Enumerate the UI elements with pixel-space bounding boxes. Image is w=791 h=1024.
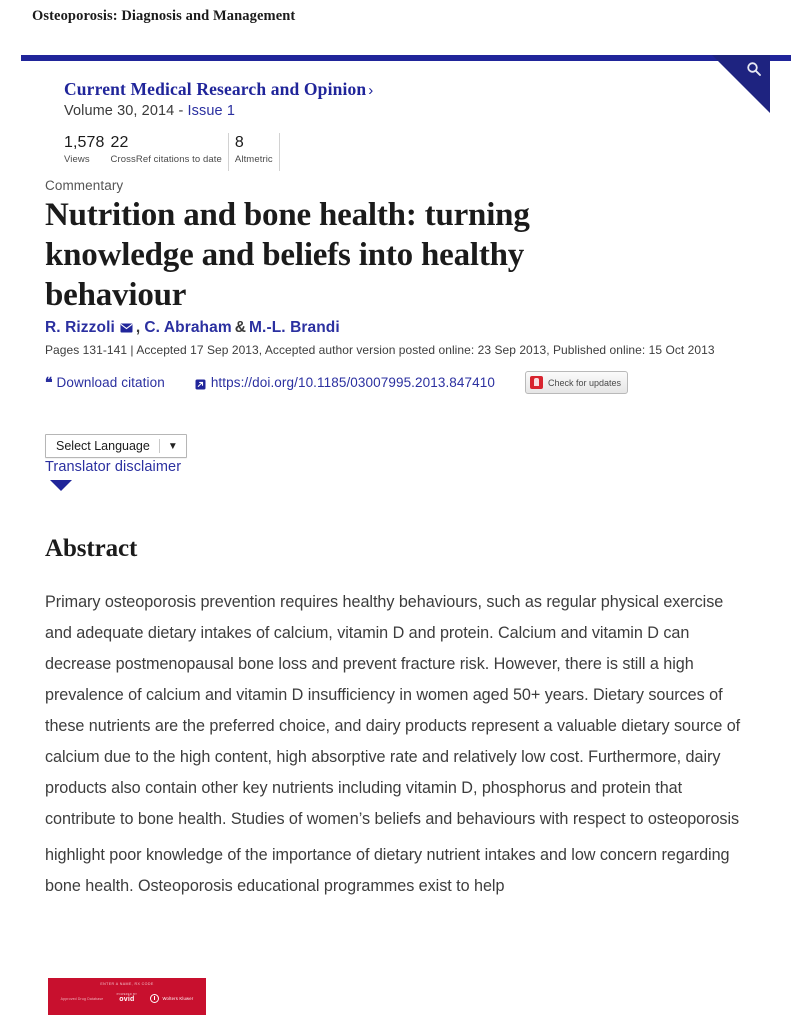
select-language-dropdown[interactable]: [45, 434, 187, 458]
check-for-updates-label: Check for updates: [547, 377, 622, 388]
download-citation-button[interactable]: [45, 374, 165, 391]
wolters-kluwer-logo-icon: [150, 994, 159, 1003]
metric-views[interactable]: [64, 133, 111, 171]
issue-link[interactable]: Issue 1: [187, 103, 235, 119]
expand-caret-down-icon[interactable]: [50, 480, 72, 491]
metric-altmetric[interactable]: [229, 133, 280, 171]
ad-right-text: Wolters Kluwer: [162, 996, 194, 1001]
author-name[interactable]: M.-L. Brandi: [249, 319, 340, 336]
author-separator: ,: [135, 319, 141, 336]
metric-value: 8: [234, 134, 244, 151]
volume-issue-line: [64, 103, 751, 119]
volume-text: Volume 30, 2014 -: [64, 103, 188, 119]
translator-disclaimer-link[interactable]: Translator disclaimer: [45, 459, 182, 475]
article-page: [0, 63, 791, 902]
check-for-updates-button[interactable]: [525, 371, 628, 394]
article-actions: [45, 371, 751, 394]
translate-widget: [45, 434, 751, 491]
ad-content-row: [48, 993, 206, 1004]
ad-logo-text: ovid: [119, 996, 135, 1003]
author-name[interactable]: C. Abraham: [144, 319, 232, 336]
advertisement-banner[interactable]: [48, 978, 206, 1015]
metric-label: CrossRef citations to date: [110, 154, 222, 165]
article-metrics: [64, 133, 751, 171]
crossmark-icon: [530, 376, 543, 389]
brand-rule: [21, 55, 791, 61]
author-conjunction: &: [234, 319, 247, 336]
metric-value: 1,578: [64, 134, 105, 151]
doi-link[interactable]: [195, 375, 495, 390]
external-link-icon: [195, 378, 206, 389]
ad-left-text: Approved Drug Database: [60, 996, 104, 1001]
metric-label: Altmetric: [234, 154, 273, 165]
metric-label: Views: [64, 154, 90, 165]
ad-logo-ovid: [117, 993, 138, 1004]
abstract-paragraph: Primary osteoporosis prevention requires healthy behaviours, such as regular physical exercise and adequate dietary intakes of calcium, vitamin D and protein. Calcium and vitamin D can decrease postmenopausal bone loss and prevent fracture risk. However, there is still a high prevalence of calcium and vitamin D insufficiency in women aged 50+ years. Dietary sources of these nutrients are the preferred choice, and dairy products represent a valuable dietary source of calcium due to the high content, high absorptive rate and relatively low cost. Furthermore, dairy products also contain other key nutrients including vitamin D, phosphorus and protein that contribute to bone health. Studies of women’s beliefs and behaviours with respect to osteoporosis: [45, 593, 741, 828]
abstract-paragraph: highlight poor knowledge of the importance of dietary nutrient intakes and low concern regarding bone health. Osteoporosis educational programmes exist to help: [45, 846, 730, 895]
publication-history: Pages 131-141 | Accepted 17 Sep 2013, Accepted author version posted online: 23 Sep 2013, Published online: 15 Oct 2013: [45, 343, 715, 357]
ad-right-brand: [150, 994, 193, 1003]
browser-title-bar: [0, 0, 791, 32]
ad-top-text: ENTER A NAME, RX CODE: [100, 982, 154, 986]
document-title: Osteoporosis: Diagnosis and Management: [32, 7, 296, 24]
ad-logo-caption: POWERED BY: [116, 993, 138, 996]
quote-icon: ❝: [45, 374, 52, 390]
journal-header: [45, 63, 751, 119]
chevron-down-icon: ▼: [167, 440, 178, 452]
download-citation-label: Download citation: [56, 375, 165, 390]
doi-url: https://doi.org/10.1185/03007995.2013.847410: [210, 375, 495, 390]
envelope-icon[interactable]: [120, 320, 133, 330]
journal-title-link[interactable]: [64, 79, 373, 100]
metric-value: 22: [110, 134, 129, 151]
author-list: [45, 319, 751, 337]
article-title: Nutrition and bone health: turning knowledge and beliefs into healthy behaviour: [45, 197, 530, 313]
author-name[interactable]: R. Rizzoli: [45, 319, 115, 336]
site-header-rule: [0, 55, 791, 63]
abstract-body: [45, 587, 748, 902]
article-type: Commentary: [45, 178, 124, 193]
abstract-heading: Abstract: [45, 535, 138, 562]
journal-title-text: Current Medical Research and Opinion: [64, 79, 367, 99]
chevron-right-icon: ›: [368, 82, 374, 99]
select-language-label: Select Language: [56, 439, 150, 453]
metric-crossref[interactable]: [111, 133, 229, 171]
